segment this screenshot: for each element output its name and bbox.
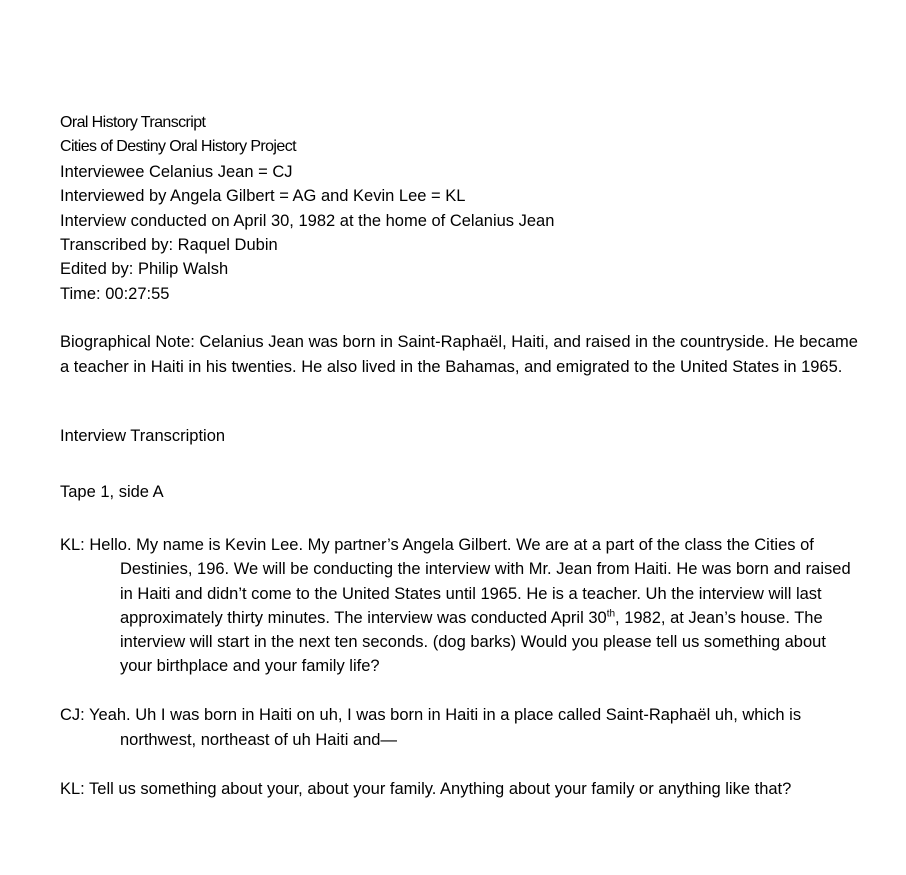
- ordinal-suffix: th: [606, 608, 616, 620]
- transcript-turn: [60, 703, 860, 751]
- transcript-turn: [60, 777, 860, 801]
- time-line: Time: 00:27:55: [60, 284, 170, 303]
- section-heading: Interview Transcription: [60, 427, 226, 446]
- transcript-page: [60, 111, 860, 801]
- conducted-line: Interview conducted on April 30, 1982 at the home of Celanius Jean: [60, 211, 555, 230]
- transcript-turn: [60, 533, 860, 678]
- transcript-header: [60, 111, 860, 306]
- transcribed-by-line: Transcribed by: Raquel Dubin: [60, 236, 278, 255]
- turn-text-continued: , 1982, at Jean’s house. The interview will start in the next ten seconds. (dog barks) Would you please tell us something about your birthplace and your family life?: [120, 608, 826, 676]
- biographical-note: Biographical Note: Celanius Jean was born in Saint-Raphaël, Haiti, and raised in the countryside. He became a teacher in Haiti in his twenties. He also lived in the Bahamas, and emigrated to the United States in 1965.: [60, 333, 858, 376]
- turn-text: KL: Hello. My name is Kevin Lee. My partner’s Angela Gilbert. We are at a part of the class the Cities of Destinies, 196. We will be conducting the interview with Mr. Jean from Haiti. He was born and raised in Haiti and didn’t come to the United States until 1965. He is a teacher. Uh the interview will last approximately thirty minutes. The interview was conducted April 30: [60, 536, 851, 627]
- edited-by-line: Edited by: Philip Walsh: [60, 260, 229, 279]
- turn-text: KL: Tell us something about your, about your family. Anything about your family or anything like that?: [60, 779, 792, 798]
- interviewers-line: Interviewed by Angela Gilbert = AG and Kevin Lee = KL: [60, 187, 466, 206]
- project-name: Cities of Destiny Oral History Project: [60, 138, 296, 156]
- interviewee-line: Interviewee Celanius Jean = CJ: [60, 162, 293, 181]
- tape-heading: Tape 1, side A: [60, 483, 164, 502]
- document-title: Oral History Transcript: [60, 114, 206, 131]
- turn-text: CJ: Yeah. Uh I was born in Haiti on uh, I was born in Haiti in a place called Saint-Raphaël uh, which is northwest, northeast of uh Haiti and—: [60, 706, 802, 749]
